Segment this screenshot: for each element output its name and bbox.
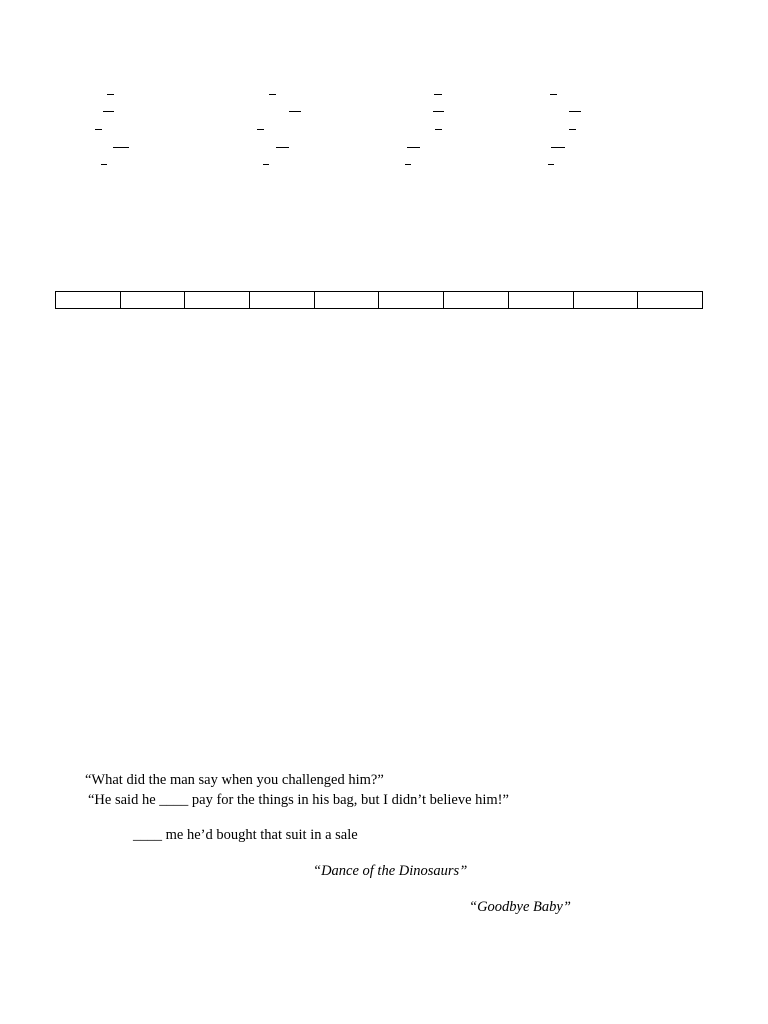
title-goodbye-baby: “Goodbye Baby” xyxy=(469,899,571,915)
blank-mark xyxy=(257,129,264,130)
blank-mark xyxy=(101,164,107,165)
answer-grid-row xyxy=(56,292,703,309)
blank-mark xyxy=(269,94,276,95)
blank-mark xyxy=(569,111,581,112)
blank-mark xyxy=(407,147,420,148)
answer-grid xyxy=(55,291,703,309)
title-dance-of-the-dinosaurs: “Dance of the Dinosaurs” xyxy=(313,863,468,879)
blank-mark xyxy=(433,111,444,112)
answer-cell[interactable] xyxy=(508,292,573,309)
answer-cell[interactable] xyxy=(250,292,315,309)
answer-cell[interactable] xyxy=(185,292,250,309)
blank-mark xyxy=(548,164,554,165)
blank-mark xyxy=(550,94,557,95)
blank-mark xyxy=(289,111,301,112)
blank-mark xyxy=(107,94,114,95)
blank-mark xyxy=(551,147,565,148)
blank-mark xyxy=(434,94,442,95)
answer-cell[interactable] xyxy=(56,292,121,309)
blank-mark xyxy=(405,164,411,165)
blank-mark xyxy=(276,147,289,148)
blank-mark xyxy=(113,147,129,148)
blank-mark xyxy=(95,129,102,130)
dialogue-question: “What did the man say when you challenged him?” xyxy=(85,772,384,788)
answer-cell[interactable] xyxy=(314,292,379,309)
answer-cell[interactable] xyxy=(379,292,444,309)
answer-cell[interactable] xyxy=(573,292,638,309)
exercise-sentence: ____ me he’d bought that suit in a sale xyxy=(133,827,358,843)
answer-cell[interactable] xyxy=(120,292,185,309)
blank-mark xyxy=(569,129,576,130)
blank-mark xyxy=(435,129,442,130)
blank-mark xyxy=(263,164,269,165)
answer-cell[interactable] xyxy=(638,292,703,309)
dialogue-reply: “He said he ____ pay for the things in his bag, but I didn’t believe him!” xyxy=(88,792,509,808)
blank-mark xyxy=(103,111,114,112)
answer-cell[interactable] xyxy=(444,292,509,309)
